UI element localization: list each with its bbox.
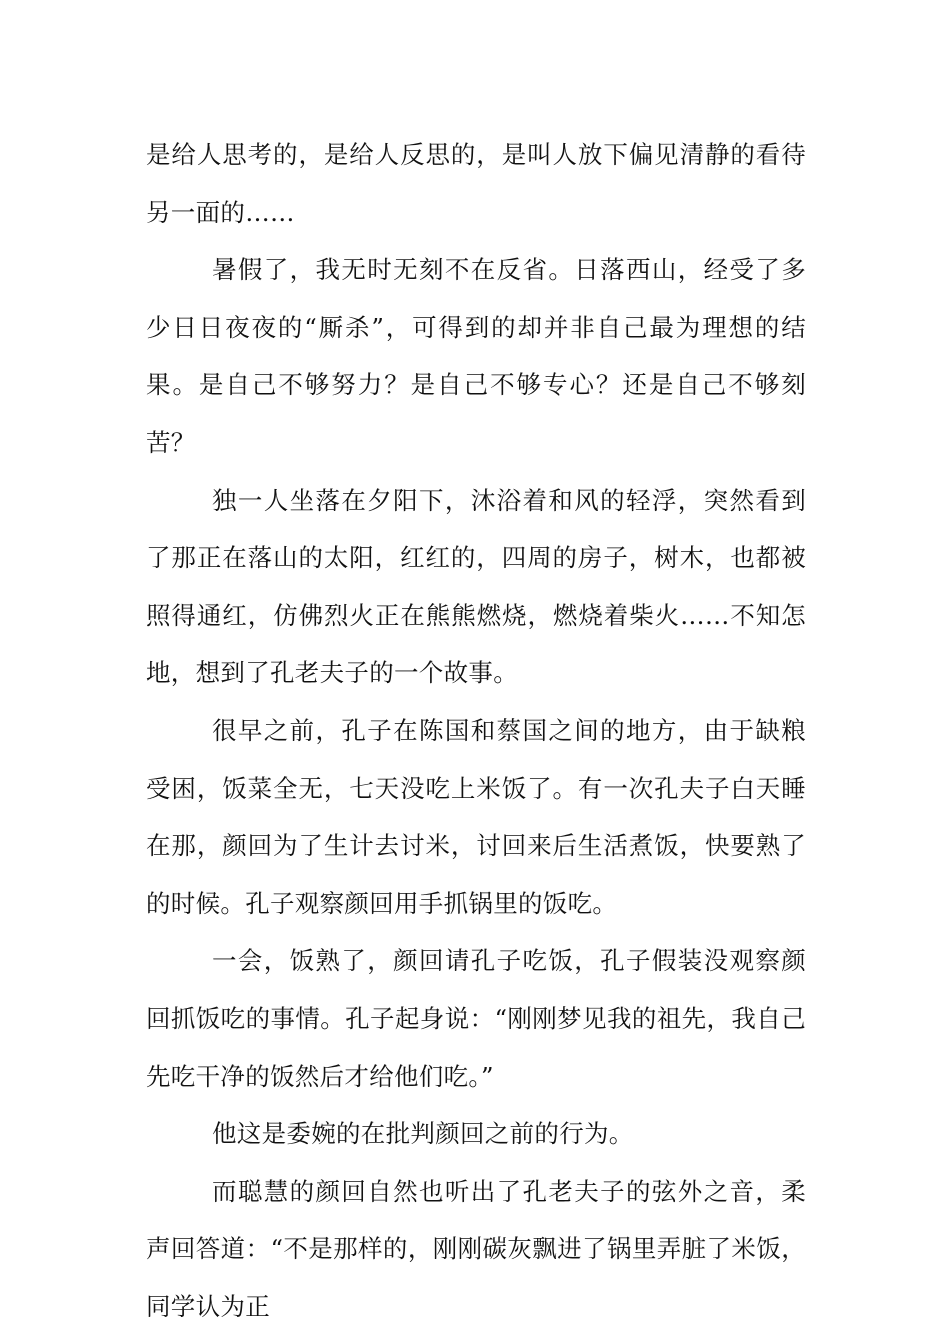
paragraph: 很早之前，孔子在陈国和蔡国之间的地方，由于缺粮受困，饭菜全无，七天没吃上米饭了。有一次孔夫子白天睡在那，颜回为了生计去讨米，讨回来后生活煮饭，快要熟了的时候。孔子观察颜回用手抓锅里的饭吃。 — [146, 715, 806, 918]
paragraph: 独一人坐落在夕阳下，沐浴着和风的轻浮，突然看到了那正在落山的太阳，红红的，四周的房子，树木，也都被照得通红，仿佛烈火正在熊熊燃烧，燃烧着柴火……不知怎地，想到了孔老夫子的一个故事。 — [146, 485, 806, 688]
body-text — [146, 126, 806, 1335]
paragraph: 一会，饭熟了，颜回请孔子吃饭，孔子假装没观察颜回抓饭吃的事情。孔子起身说：“刚刚梦见我的祖先，我自己先吃干净的饭然后才给他们吃。” — [146, 946, 806, 1091]
paragraph: 暑假了，我无时无刻不在反省。日落西山，经受了多少日日夜夜的“厮杀”，可得到的却并非自己最为理想的结果。是自己不够努力？是自己不够专心？还是自己不够刻苦？ — [146, 255, 806, 457]
paragraph: 是给人思考的，是给人反思的，是叫人放下偏见清静的看待另一面的…… — [146, 140, 806, 227]
paragraph: 他这是委婉的在批判颜回之前的行为。 — [212, 1119, 634, 1149]
paragraph: 而聪慧的颜回自然也听出了孔老夫子的弦外之音，柔声回答道：“不是那样的，刚刚碳灰飘进了锅里弄脏了米饭，同学认为正 — [146, 1176, 806, 1321]
